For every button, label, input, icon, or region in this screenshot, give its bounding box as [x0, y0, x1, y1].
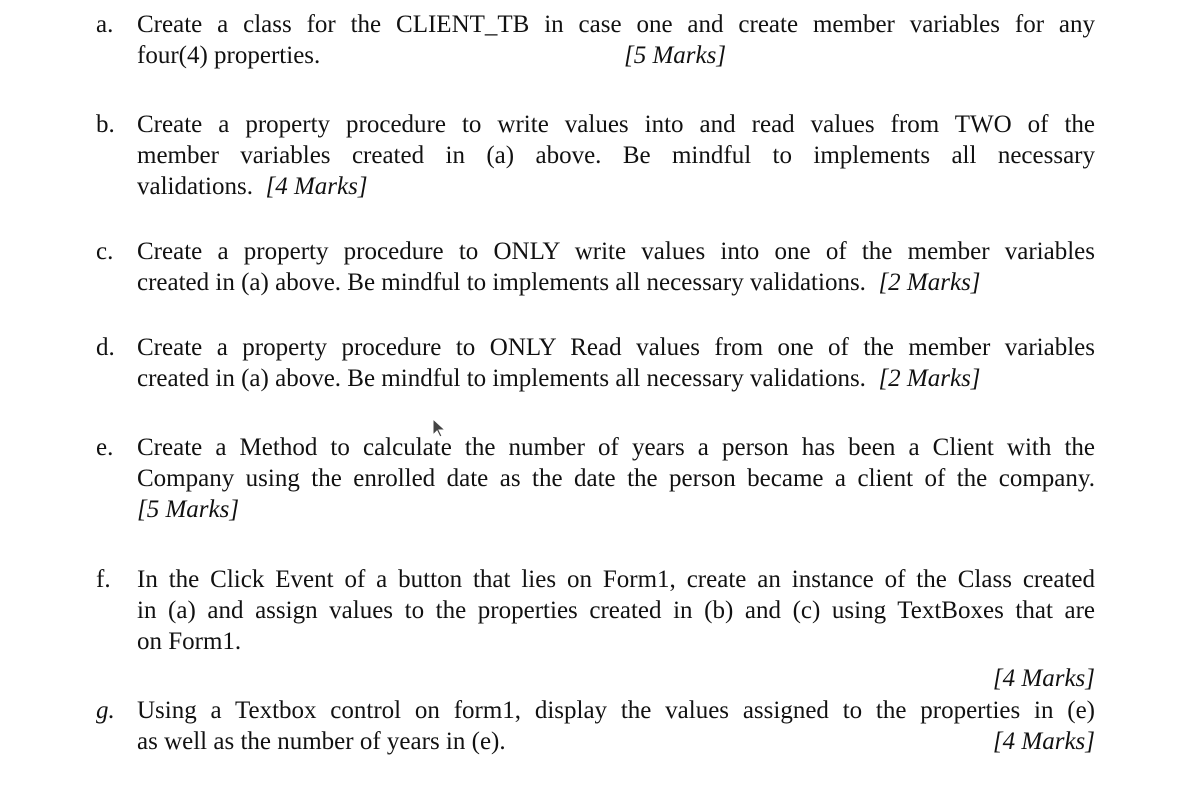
item-line: as well as the number of years in (e).: [137, 728, 506, 755]
item-line-with-marks: [137, 726, 1095, 757]
item-line-with-marks: [137, 171, 1095, 202]
item-letter: a.: [96, 11, 114, 38]
item-body: [137, 109, 1095, 202]
marks-label: [5 Marks]: [624, 42, 727, 69]
marks-label: [4 Marks]: [992, 728, 1095, 755]
item-line: validations.: [137, 173, 253, 200]
item-line: Create a property procedure to ONLY Read values from one of the member variables: [137, 334, 1095, 361]
item-line: Create a Method to calculate the number of years a person has been a Client with the: [137, 434, 1095, 461]
item-line: created in (a) above. Be mindful to implements all necessary validations.: [137, 269, 866, 296]
marks-label: [5 Marks]: [137, 496, 240, 523]
item-line: Company using the enrolled date as the date the person became a client of the company.: [137, 465, 1095, 492]
item-letter: e.: [96, 434, 114, 461]
marks-label: [4 Marks]: [265, 173, 368, 200]
item-line: Create a property procedure to ONLY write values into one of the member variables: [137, 238, 1095, 265]
item-body: [137, 332, 1095, 394]
item-letter: f.: [96, 566, 111, 593]
item-letter: d.: [96, 334, 115, 361]
item-line: on Form1.: [137, 628, 242, 655]
item-line: Using a Textbox control on form1, display the values assigned to the properties in (e): [137, 697, 1095, 724]
item-line: in (a) and assign values to the properties created in (b) and (c) using TextBoxes that are: [137, 597, 1095, 624]
item-body: [137, 695, 1095, 757]
item-line: created in (a) above. Be mindful to implements all necessary validations.: [137, 365, 866, 392]
item-body: [137, 236, 1095, 298]
item-line-with-marks: [137, 40, 1095, 71]
item-line-with-marks: [137, 363, 1095, 394]
item-line: Create a class for the CLIENT_TB in case one and create member variables for any: [137, 11, 1095, 38]
item-line: Create a property procedure to write values into and read values from TWO of the: [137, 111, 1095, 138]
item-letter: c.: [96, 238, 114, 265]
item-line: four(4) properties.: [137, 42, 321, 69]
item-letter: g.: [96, 697, 115, 724]
item-body: [137, 9, 1095, 71]
marks-label: [4 Marks]: [992, 665, 1095, 692]
item-line: member variables created in (a) above. Be mindful to implements all necessary: [137, 142, 1095, 169]
marks-label: [2 Marks]: [878, 269, 981, 296]
item-line-with-marks: [137, 267, 1095, 298]
item-line: In the Click Event of a button that lies on Form1, create an instance of the Class created: [137, 566, 1095, 593]
item-body: [137, 564, 1095, 694]
item-body: [137, 432, 1095, 525]
marks-label: [2 Marks]: [878, 365, 981, 392]
item-letter: b.: [96, 111, 115, 138]
